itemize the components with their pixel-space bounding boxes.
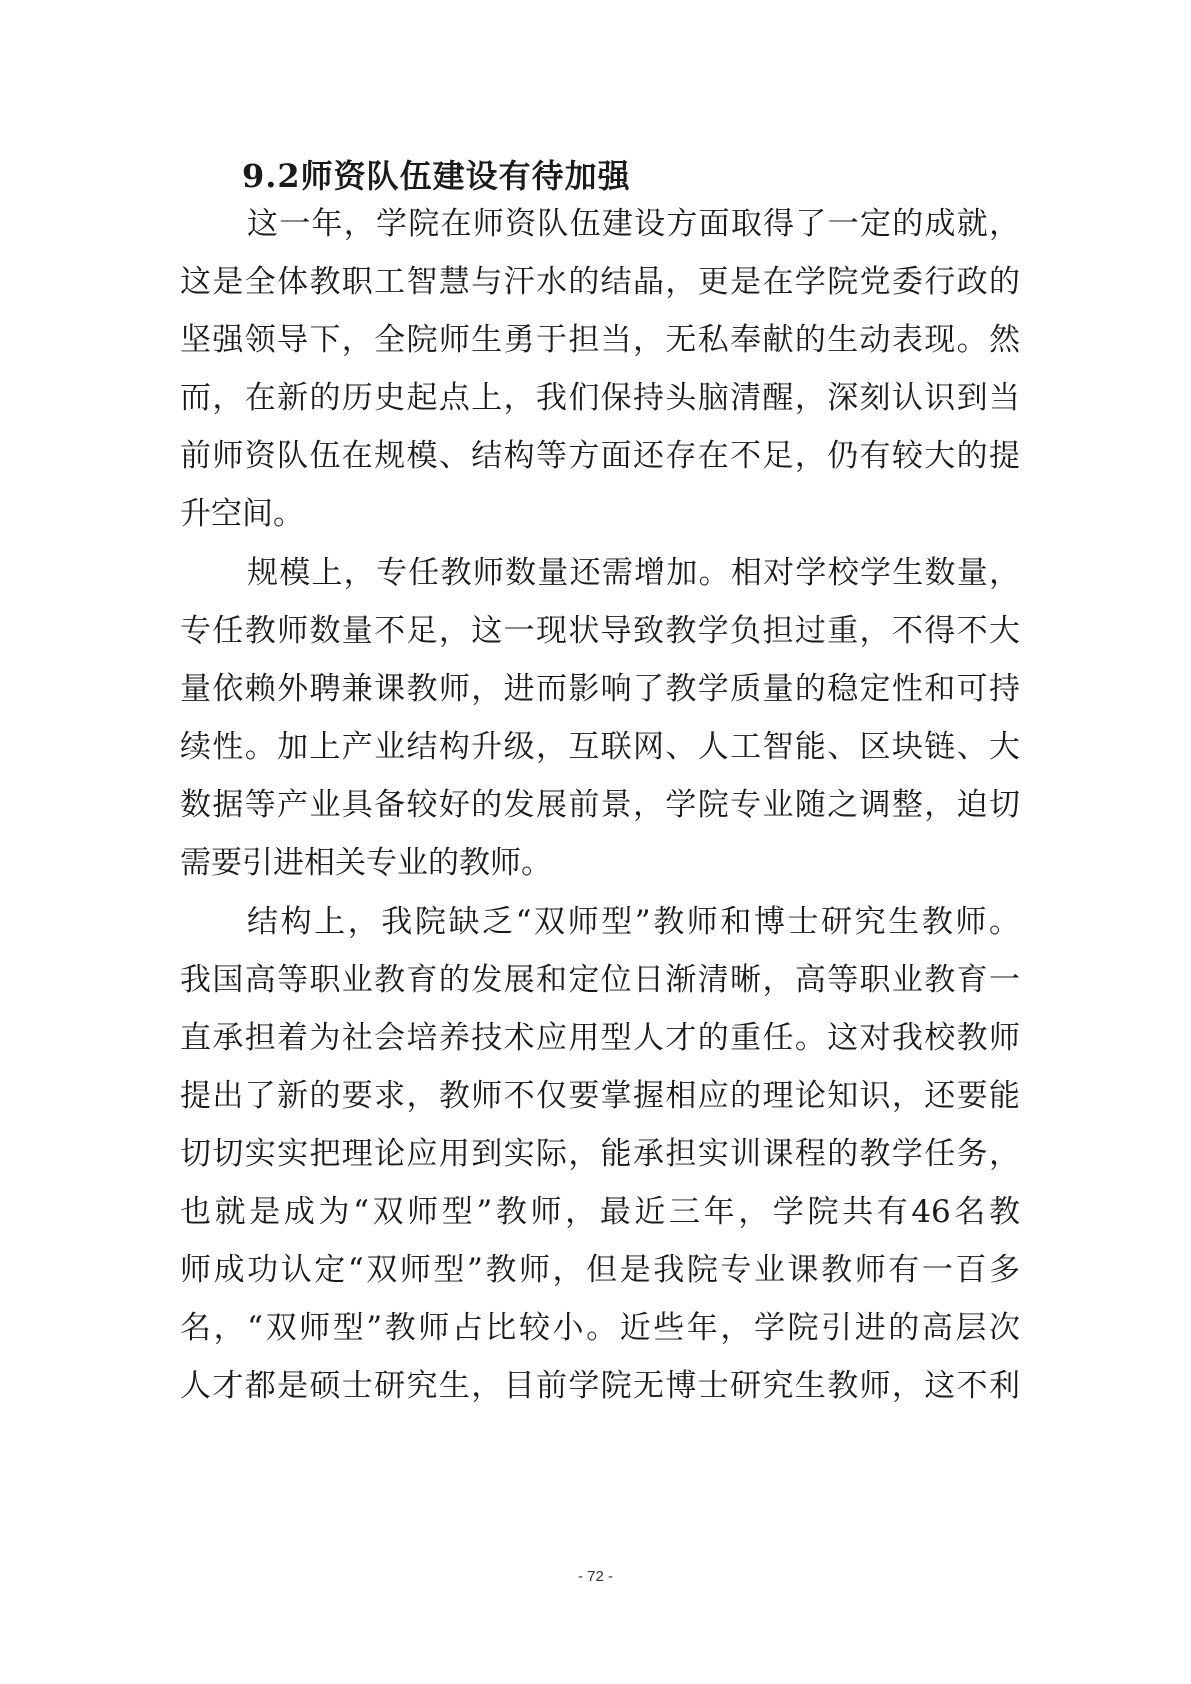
paragraph-1-line-6: 升空间。: [180, 496, 304, 532]
paragraph-2-line-3: 量依赖外聘兼课教师，进而影响了教学质量的稳定性和可持: [180, 671, 1020, 707]
paragraph-3-line-1: 结构上，我院缺乏“双师型”教师和博士研究生教师。: [247, 904, 1020, 940]
section-heading: 9.2师资队伍建设有待加强: [242, 157, 631, 195]
paragraph-1-line-3: 坚强领导下，全院师生勇于担当，无私奉献的生动表现。然: [180, 322, 1020, 358]
paragraph-2-line-6: 需要引进相关专业的教师。: [180, 845, 552, 881]
paragraph-3-line-8: 名，“双师型”教师占比较小。近些年，学院引进的高层次: [180, 1310, 1020, 1346]
page-number: - 72 -: [577, 1568, 613, 1585]
paragraph-3-line-6: 也就是成为“双师型”教师，最近三年，学院共有46名教: [180, 1194, 1020, 1230]
paragraph-3-line-7: 师成功认定“双师型”教师，但是我院专业课教师有一百多: [180, 1252, 1020, 1288]
paragraph-3-line-5: 切切实实把理论应用到实际，能承担实训课程的教学任务，: [180, 1136, 1020, 1172]
paragraph-3-line-9: 人才都是硕士研究生，目前学院无博士研究生教师，这不利: [180, 1368, 1020, 1404]
paragraph-3-line-3: 直承担着为社会培养技术应用型人才的重任。这对我校教师: [180, 1020, 1020, 1056]
paragraph-2-line-4: 续性。加上产业结构升级，互联网、人工智能、区块链、大: [180, 729, 1020, 765]
paragraph-2-line-5: 数据等产业具备较好的发展前景，学院专业随之调整，迫切: [180, 787, 1020, 823]
paragraph-2-line-1: 规模上，专任教师数量还需增加。相对学校学生数量，: [247, 555, 1020, 591]
paragraph-1-line-5: 前师资队伍在规模、结构等方面还存在不足，仍有较大的提: [180, 438, 1020, 474]
paragraph-3-line-2: 我国高等职业教育的发展和定位日渐清晰，高等职业教育一: [180, 962, 1020, 998]
paragraph-1-line-2: 这是全体教职工智慧与汗水的结晶，更是在学院党委行政的: [180, 264, 1020, 300]
paragraph-1-line-1: 这一年，学院在师资队伍建设方面取得了一定的成就，: [247, 206, 1020, 242]
paragraph-3-line-4: 提出了新的要求，教师不仅要掌握相应的理论知识，还要能: [180, 1078, 1020, 1114]
paragraph-2-line-2: 专任教师数量不足，这一现状导致教学负担过重，不得不大: [180, 613, 1020, 649]
paragraph-1-line-4: 而，在新的历史起点上，我们保持头脑清醒，深刻认识到当: [180, 380, 1020, 416]
